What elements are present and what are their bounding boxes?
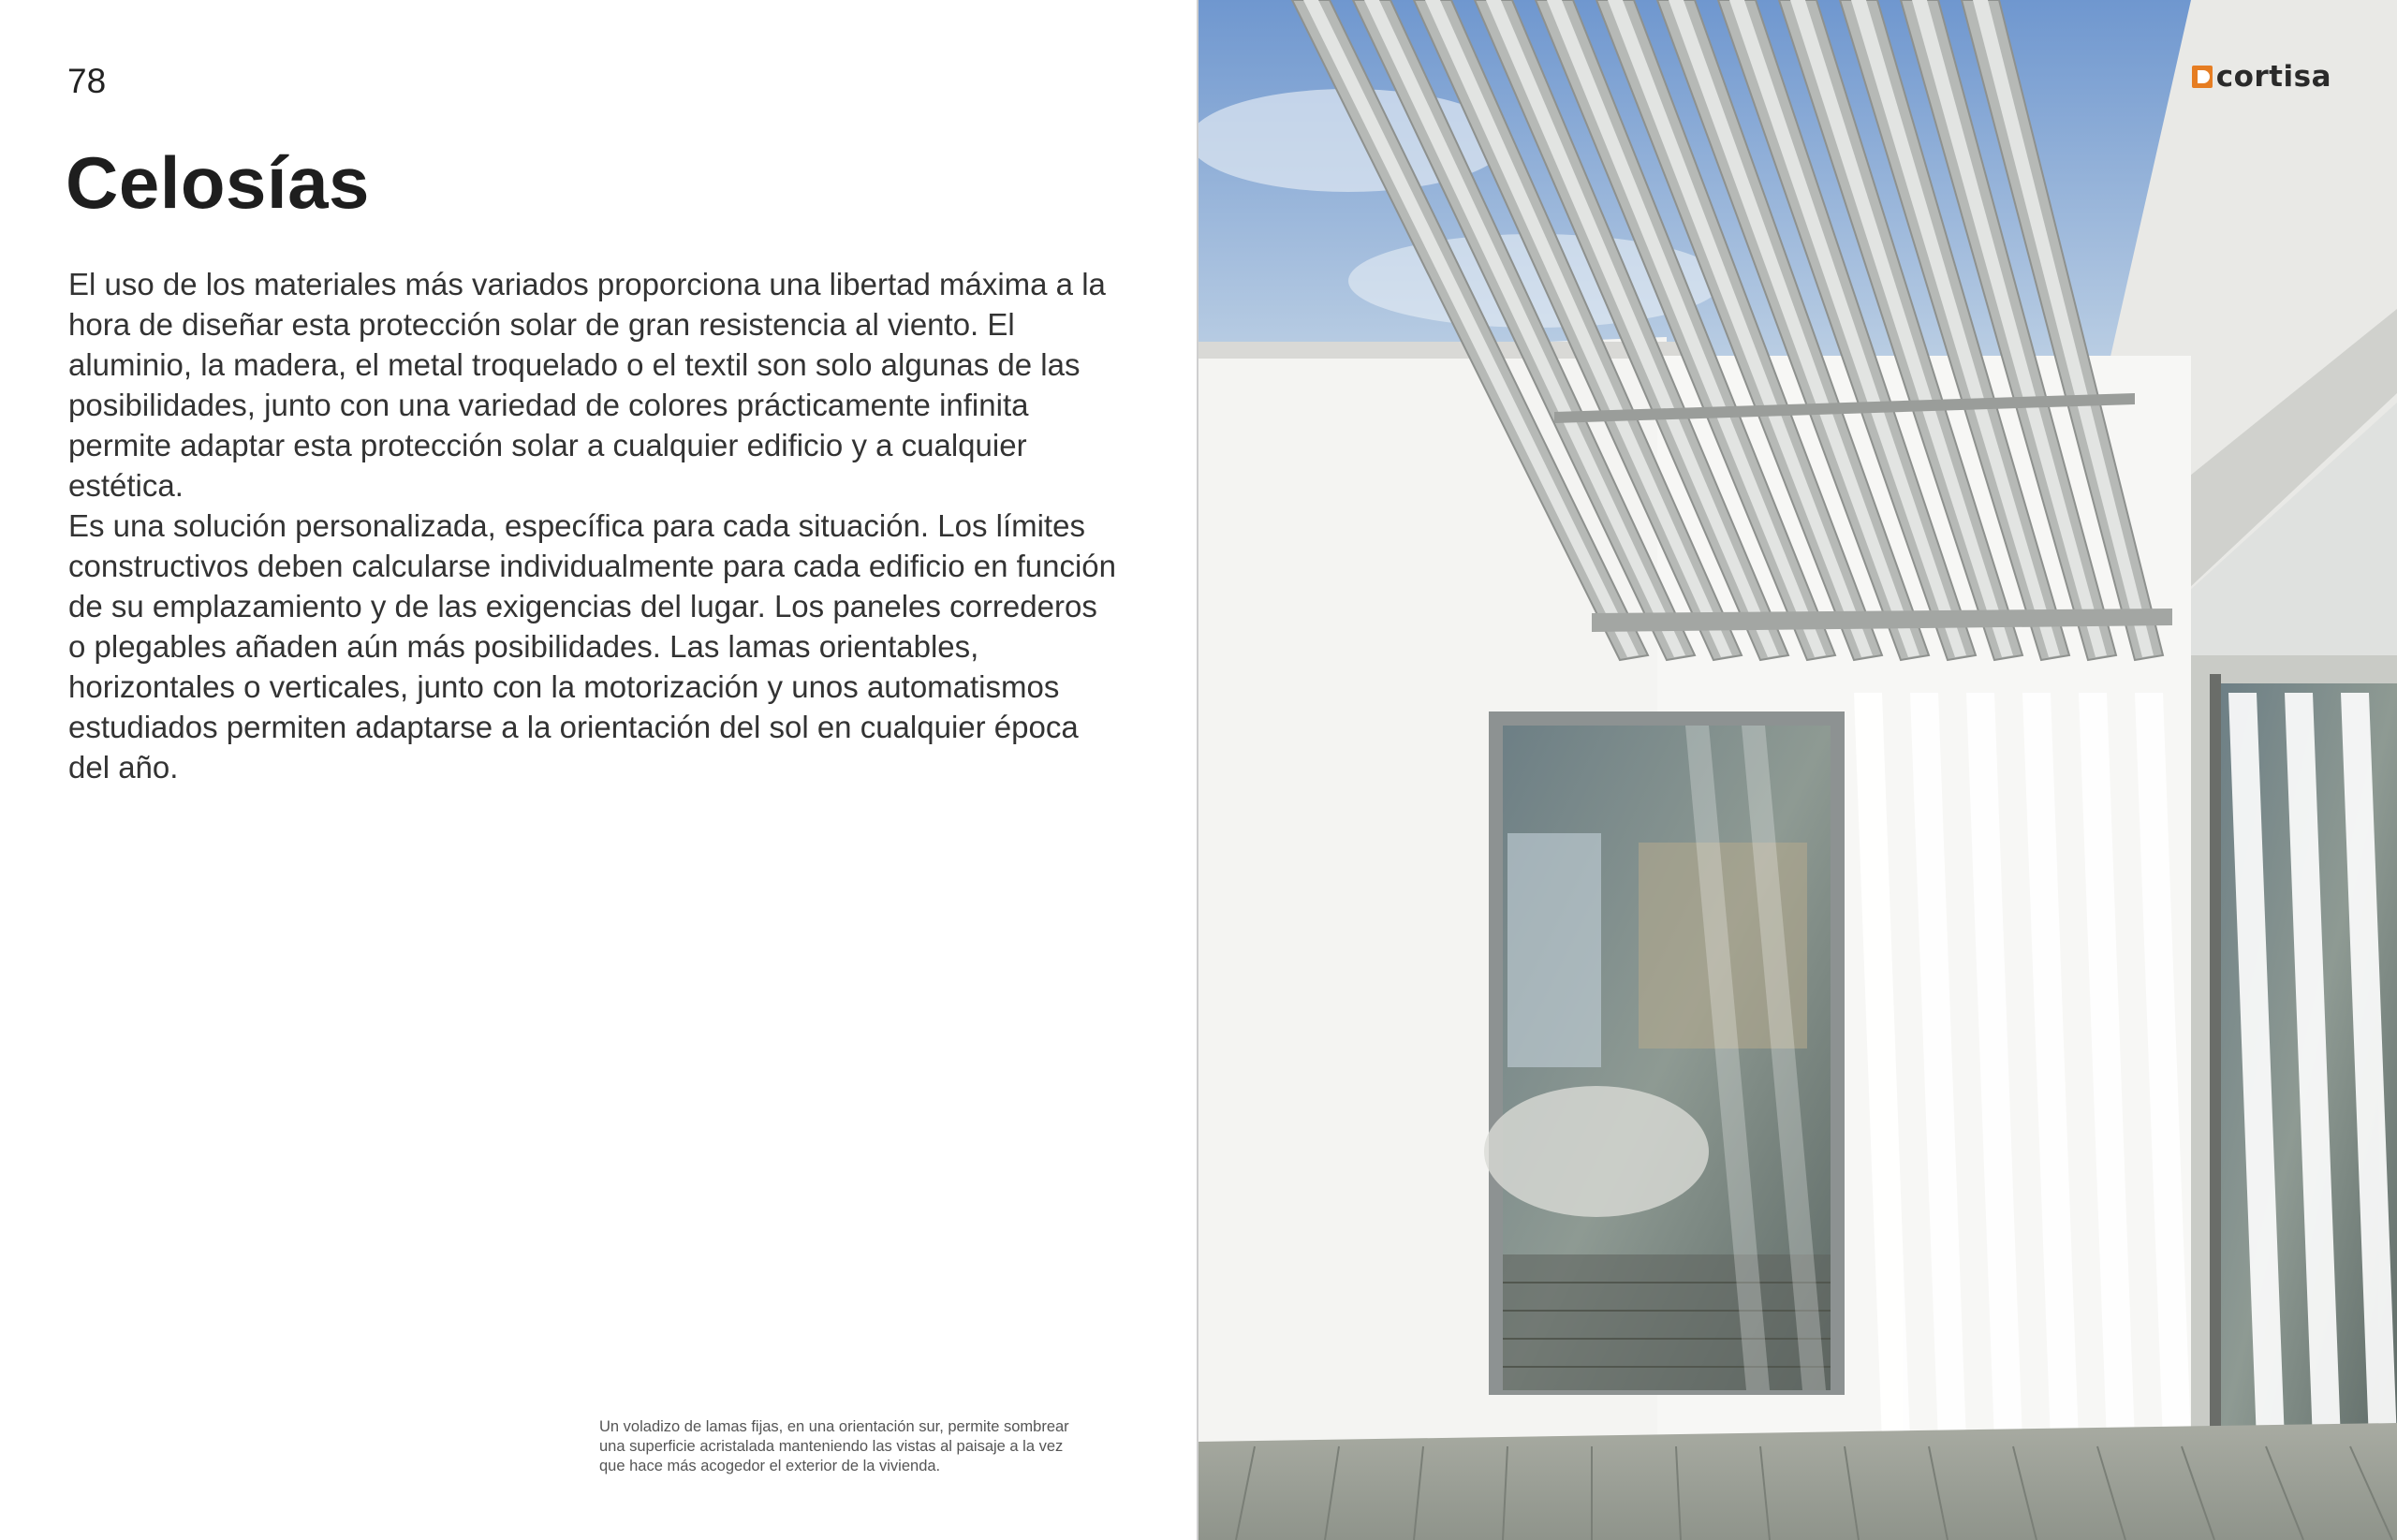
body-text bbox=[68, 264, 1117, 787]
body-paragraph-2: Es una solución personalizada, específica para cada situación. Los límites constructivos deben calcularse individualmente para cada edificio en función de su emplazamiento y de las exigencias del lugar. Los paneles correderos o plegables añaden aún más posibilidades. Las lamas orientables, horizontales o verticales, junto con la motorización y unos automatismos estudiados permiten adaptarse a la orientación del sol en cualquier época del año. bbox=[68, 508, 1117, 785]
page-title: Celosías bbox=[66, 141, 370, 224]
logo-text: cortisa bbox=[2215, 60, 2331, 94]
caption-line: una superficie acristalada manteniendo las vistas al paisaje a la vez bbox=[599, 1438, 1064, 1455]
cortisa-logo bbox=[2192, 60, 2331, 94]
cortisa-logo-icon bbox=[2192, 66, 2213, 88]
photo-page bbox=[1198, 0, 2397, 1540]
caption-line: que hace más acogedor el exterior de la vivienda. bbox=[599, 1458, 941, 1474]
architecture-photo bbox=[1198, 0, 2397, 1540]
caption-line: Un voladizo de lamas fijas, en una orientación sur, permite sombrear bbox=[599, 1418, 1069, 1435]
page-number: 78 bbox=[67, 62, 107, 100]
left-page bbox=[0, 0, 1197, 1540]
body-paragraph-1: El uso de los materiales más variados proporciona una libertad máxima a la hora de diseñar esta protección solar de gran resistencia al viento. El aluminio, la madera, el metal troquelado o el textil son solo algunas de las posibilidades, junto con una variedad de colores prácticamente infinita permite adaptar esta protección solar a cualquier edificio y a cualquier estética. bbox=[68, 267, 1106, 503]
photo-caption bbox=[599, 1417, 1105, 1476]
